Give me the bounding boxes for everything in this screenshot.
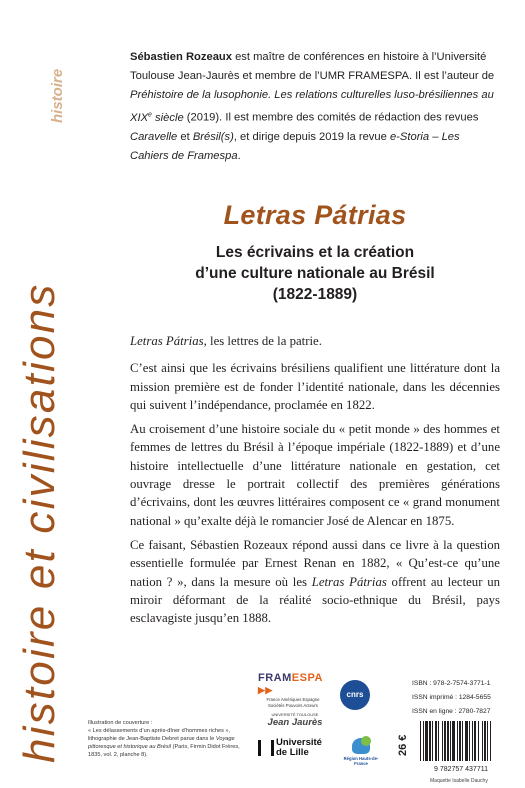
barcode-bar	[450, 721, 451, 761]
author-bio-text: est maître de conférences en histoire à l’Université Toulouse Jean-Jaurès et membre de l’UMR FRAMESPA. Il est l’auteur de	[130, 51, 495, 82]
credit-text-c: (Paris, Firmin Didot Frères, 1835, vol. 2, planche 8).	[88, 744, 240, 758]
cnrs-logo: cnrs	[340, 680, 370, 710]
framespa-subtitle-2: Sociétés Pouvoirs Acteurs	[268, 703, 318, 708]
lille-line-2: de Lille	[276, 747, 309, 758]
author-bio-text-2: (2019). Il est membre des comités de rédaction des revues	[183, 111, 479, 124]
book-subtitle	[130, 242, 500, 305]
subtitle-line-2: d’une culture nationale au Brésil	[195, 265, 435, 282]
framespa-arrow-icon: ▶▶	[258, 685, 273, 695]
blurb-paragraph-2: C’est ainsi que les écrivains brésiliens qualifient une littérature dont la mission première est de fonder l’identité nationale, dans les décennies qui suivent l’indépendance, proclamée en 1822.	[130, 361, 500, 412]
framespa-name-b: ESPA	[291, 672, 323, 684]
ut2j-name: Jean Jaurès	[267, 717, 323, 728]
barcode-bar	[459, 721, 461, 761]
subtitle-dates: (1822-1889)	[272, 286, 358, 303]
barcode-bar	[487, 721, 488, 761]
isbn: ISBN : 978-2-7574-3771-1	[412, 680, 491, 687]
barcode-bar	[425, 721, 428, 761]
credit-text-a: « Les délassements d’un après-dîner d’hommes riches », lithographie de Jean-Baptiste Debret parue dans le	[88, 728, 231, 742]
framespa-logo	[258, 672, 328, 708]
blurb-p4-text-a: Ce faisant, Sébastien Rozeaux répond aussi dans ce livre à la question essentielle formulée par Ernest Renan en 1882, « Qu’est-ce qu’une nation ? », dans la mesure où les	[130, 537, 500, 589]
author-bio	[130, 48, 500, 166]
barcode-bar	[465, 721, 468, 761]
barcode-bar	[432, 721, 433, 761]
author-book-title-text: Préhistoire de la lusophonie. Les relations culturelles luso-brésiliennes au XIX	[130, 89, 494, 124]
barcode-bar	[469, 721, 470, 761]
credit-text	[88, 727, 244, 759]
barcode-bar	[447, 721, 449, 761]
barcode-bar	[420, 721, 421, 761]
book-title: Letras Pátrias	[223, 200, 407, 230]
barcode-bar	[474, 721, 476, 761]
hauts-de-france-logo	[341, 738, 381, 766]
barcode-bar	[435, 721, 437, 761]
barcode-bar	[438, 721, 439, 761]
author-book-title-end: siècle	[151, 111, 184, 124]
region-label: Région Hauts-de-France	[343, 756, 379, 766]
ut2j-small-text: UNIVERSITÉ TOULOUSE	[271, 712, 319, 717]
journal-bresils: Brésil(s)	[192, 130, 234, 143]
barcode-bar	[429, 721, 431, 761]
journal-estoria: e-Storia – Les Cahiers de Framespa	[130, 130, 460, 162]
barcode-bar	[484, 721, 486, 761]
framespa-subtitle-1: France Amériques Espagne	[266, 697, 320, 702]
barcode	[412, 719, 510, 773]
ut2j-logo	[260, 712, 330, 728]
author-name: Sébastien Rozeaux	[130, 51, 232, 63]
barcode-bar	[442, 721, 443, 761]
blurb-paragraph-3: Au croisement d’une histoire sociale du « petit monde » des hommes et femmes de lettres du Brésil à l’époque impériale (1822-1889) et d’une histoire intellectuelle d’une littérature nationale en gestation, cet ouvrage dresse le portrait collectif des premières générations d’écrivains, dont les œuvres littéraires composent ce « grand monument national » qu’exalte déjà le romancier José de Alencar en 1875.	[130, 422, 500, 528]
blurb-p1-text: , les lettres de la patrie.	[203, 334, 322, 348]
lille-mark-icon	[258, 740, 274, 756]
journal-caravelle: Caravelle	[130, 130, 178, 143]
barcode-bar	[490, 721, 491, 761]
barcode-bar	[462, 721, 463, 761]
framespa-name	[258, 672, 328, 696]
maquette-credit: Maquette Isabelle Dauchy	[430, 778, 488, 784]
credit-work-title: Voyage pittoresque et historique au Brésil	[88, 736, 235, 750]
author-bio-text-5: .	[237, 149, 241, 162]
framespa-name-a: FRAM	[258, 672, 292, 684]
barcode-bar	[452, 721, 455, 761]
barcode-bar	[457, 721, 458, 761]
subtitle-line-1: Les écrivains et la création	[215, 244, 415, 261]
publication-identifiers	[412, 677, 512, 719]
price-block	[395, 720, 409, 760]
lille-text	[276, 738, 322, 758]
barcode-bar	[444, 721, 446, 761]
blurb-paragraph-4	[130, 536, 500, 627]
barcode-bar	[423, 721, 424, 761]
barcode-bar	[478, 721, 479, 761]
region-figure-icon	[352, 738, 370, 754]
blurb-p4-title-ref: Letras Pátrias	[311, 574, 387, 589]
back-cover-blurb	[130, 332, 500, 633]
series-title-vertical	[4, 28, 64, 768]
barcode-number: 9 782757 437711	[434, 766, 488, 773]
lille-line-1: Université	[276, 737, 322, 748]
author-bio-text-3: et	[177, 130, 193, 143]
blurb-p4-text-b: offrent au lecteur un miroir déformant de la réalité socio-ethnique du Brésil, pays esclavagiste jusqu’en 1888.	[130, 574, 500, 626]
author-bio-text-4: , et dirige depuis 2019 la revue	[233, 130, 390, 143]
issn-online: ISSN en ligne : 2780-7827	[412, 708, 491, 715]
issn-print: ISSN imprimé : 1284-5655	[412, 694, 491, 701]
series-title: histoire et civilisations	[15, 282, 64, 763]
blurb-paragraph-1	[130, 332, 500, 350]
barcode-graphic	[412, 719, 510, 773]
cover-illustration-credit	[88, 719, 244, 759]
barcode-bar	[472, 721, 473, 761]
author-book-sup: e	[148, 111, 152, 118]
barcode-bar	[482, 721, 483, 761]
series-label: histoire	[49, 68, 66, 123]
blurb-title-ref: Letras Pátrias	[130, 334, 204, 348]
credit-heading: Illustration de couverture :	[88, 720, 153, 726]
price: 26 €	[397, 734, 409, 756]
